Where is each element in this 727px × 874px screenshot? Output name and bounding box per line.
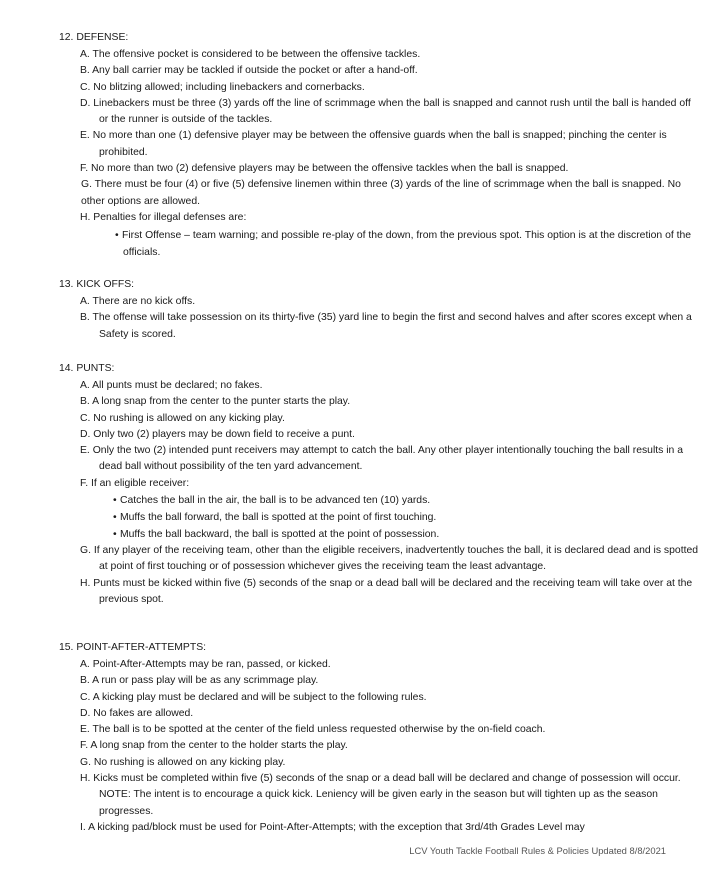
section-title: 15. POINT-AFTER-ATTEMPTS: — [59, 642, 207, 653]
section-title: 12. DEFENSE: — [59, 32, 129, 43]
list-item: G. No rushing is allowed on any kicking play. — [80, 756, 286, 768]
list-item: G. If any player of the receiving team, other than the eligible receivers, inadvertently touches the ball, it is declared dead and is spotted at point of first touching or of possession whichever gives the receiving team the least advantage. — [80, 544, 699, 573]
list-item: G. There must be four (4) or five (5) defensive linemen within three (3) yards of the line of scrimmage when the ball is snapped. No other options are allowed. — [81, 179, 681, 207]
section-kick-offs — [59, 277, 699, 343]
list-item: I. A kicking pad/block must be used for Point-After-Attempts; with the exception that 3rd/4th Grades Level may — [80, 821, 585, 833]
bullet-item: • Muffs the ball forward, the ball is spotted at the point of first touching. — [59, 510, 699, 526]
list-item: B. Any ball carrier may be tackled if outside the pocket or after a hand-off. — [80, 65, 418, 77]
list-item: B. A long snap from the center to the punter starts the play. — [80, 396, 351, 408]
list-item: H. Kicks must be completed within five (5) seconds of the snap or a dead ball will be declared and change of possession will occur. NOTE: The intent is to encourage a quick kick. Leniency will be given early in the season but will tighten up as the season progresses. — [80, 773, 681, 817]
list-item: E. The ball is to be spotted at the center of the field unless requested otherwise by the on-field coach. — [80, 724, 546, 736]
list-item: D. Only two (2) players may be down field to receive a punt. — [80, 428, 355, 440]
page-footer — [0, 844, 666, 858]
list-item: E. No more than one (1) defensive player may be between the offensive guards when the ball is snapped; pinching the center is prohibited. — [80, 130, 667, 158]
bullet-item: • Muffs the ball backward, the ball is spotted at the point of possession. — [59, 527, 699, 543]
list-item: C. A kicking play must be declared and will be subject to the following rules. — [80, 691, 427, 703]
section-title: 14. PUNTS: — [59, 363, 115, 374]
list-item: A. There are no kick offs. — [80, 296, 196, 307]
list-item: D. Linebackers must be three (3) yards off the line of scrimmage when the ball is snapped and cannot rush until the ball is handed off or the runner is outside of the tackles. — [80, 97, 691, 126]
bullet-item: • First Offense – team warning; and possible re-play of the down, from the previous spot. This option is at the discretion of the officials. — [59, 228, 699, 261]
section-punts — [59, 361, 699, 608]
list-item: E. Only the two (2) intended punt receivers may attempt to catch the ball. Any other player intentionally touching the ball results in a dead ball without possibility of the ten yard advancement. — [80, 445, 683, 473]
list-item: B. A run or pass play will be as any scrimmage play. — [80, 675, 319, 687]
list-item: H. Penalties for illegal defenses are: — [80, 211, 247, 223]
list-item: C. No rushing is allowed on any kicking play. — [80, 412, 285, 424]
list-item: F. No more than two (2) defensive players may be between the offensive tackles when the ball is snapped. — [80, 163, 569, 175]
list-item: D. No fakes are allowed. — [80, 707, 194, 719]
list-item: C. No blitzing allowed; including linebackers and cornerbacks. — [80, 81, 365, 93]
list-item: F. If an eligible receiver: — [80, 477, 190, 489]
list-item: F. A long snap from the center to the holder starts the play. — [80, 740, 348, 752]
list-item: A. Point-After-Attempts may be ran, passed, or kicked. — [80, 659, 331, 670]
section-point-after-attempts — [59, 640, 699, 836]
list-item: A. The offensive pocket is considered to be between the offensive tackles. — [80, 49, 421, 60]
list-item: B. The offense will take possession on its thirty-five (35) yard line to begin the first and second halves and after scores except when a Safety is scored. — [80, 312, 692, 340]
footer-text: LCV Youth Tackle Football Rules & Policies Updated 8/8/2021 — [409, 845, 666, 856]
section-title: 13. KICK OFFS: — [59, 279, 135, 290]
list-item: H. Punts must be kicked within five (5) seconds of the snap or a dead ball will be declared and the receiving team will take over at the previous spot. — [80, 577, 693, 605]
bullet-item: • Catches the ball in the air, the ball is to be advanced ten (10) yards. — [59, 493, 699, 509]
section-defense — [59, 30, 699, 261]
list-item: A. All punts must be declared; no fakes. — [80, 380, 263, 391]
